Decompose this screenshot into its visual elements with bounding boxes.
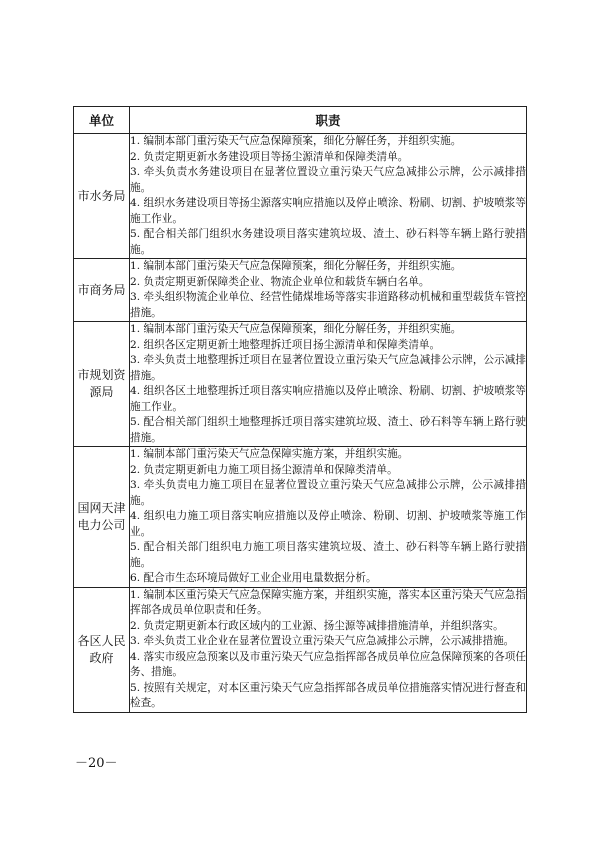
table-header-row: [74, 107, 527, 134]
header-unit: 单位: [74, 107, 130, 134]
duty-item: 3. 牵头组织物流企业单位、经营性储煤堆场等落实非道路移动机械和重型载货车管控措施。: [130, 291, 526, 319]
duty-item: 2. 组织各区定期更新土地整理拆迁项目扬尘源清单和保障类清单。: [130, 338, 441, 351]
duty-item: 2. 负责定期更新本行政区域内的工业源、扬尘源等减排措施清单，并组织落实。: [130, 619, 504, 632]
duty-table: [73, 106, 527, 713]
duty-item: 3. 牵头负责水务建设项目在显著位置设立重污染天气应急减排公示牌，公示减排措施。: [130, 166, 526, 194]
duty-item: 5. 配合相关部门组织水务建设项目落实建筑垃圾、渣土、砂石料等车辆上路行驶措施。: [130, 228, 526, 256]
duty-list: [130, 322, 527, 447]
table-row: [74, 447, 527, 588]
duty-item: 4. 落实市级应急预案以及市重污染天气应急指挥部各成员单位应急保障预案的各项任务、措施。: [130, 650, 526, 678]
duty-item: 1. 编制本部门重污染天气应急保障预案，细化分解任务，并组织实施。: [130, 260, 462, 272]
duty-list: [130, 259, 527, 322]
duty-item: 2. 负责定期更新电力施工项目扬尘源清单和保障类清单。: [130, 463, 398, 476]
duty-item: 1. 编制本部门重污染天气应急保障预案，细化分解任务，并组织实施。: [130, 323, 462, 335]
duty-item: 6. 配合市生态环境局做好工业企业用电量数据分析。: [130, 572, 377, 584]
page-number: －20－: [75, 756, 118, 771]
duty-item: 5. 配合相关部门组织电力施工项目落实建筑垃圾、渣土、砂石料等车辆上路行驶措施。: [130, 541, 526, 569]
duty-item: 3. 牵头负责土地整理拆迁项目在显著位置设立重污染天气应急减排公示牌，公示减排措施。: [130, 354, 526, 382]
duty-item: 2. 负责定期更新保障类企业、物流企业单位和载货车辆白名单。: [130, 275, 430, 288]
unit-name: 国网天津电力公司: [74, 447, 130, 588]
unit-name: 各区人民政府: [74, 587, 130, 712]
duty-item: 1. 编制本部门重污染天气应急保障预案，细化分解任务，并组织实施。: [130, 135, 462, 147]
duty-item: 4. 组织水务建设项目等扬尘源落实响应措施以及停止喷涂、粉刷、切割、护坡喷浆等施工作业。: [130, 197, 526, 225]
duty-item: 5. 配合相关部门组织土地整理拆迁项目落实建筑垃圾、渣土、砂石料等车辆上路行驶措施。: [130, 416, 526, 444]
unit-name: 市水务局: [74, 134, 130, 259]
duty-item: 4. 组织各区土地整理拆迁项目落实响应措施以及停止喷涂、粉刷、切割、护坡喷浆等施工作业。: [130, 385, 526, 413]
duty-item: 4. 组织电力施工项目落实响应措施以及停止喷涂、粉刷、切割、护坡喷浆等施工作业。: [130, 510, 526, 538]
duty-item: 5. 按照有关规定，对本区重污染天气应急指挥部各成员单位措施落实情况进行督查和检查。: [130, 681, 526, 709]
duty-item: 2. 负责定期更新水务建设项目等扬尘源清单和保障类清单。: [130, 150, 409, 163]
duty-list: [130, 587, 527, 712]
header-duty: 职责: [130, 107, 527, 134]
table-row: [74, 587, 527, 712]
duty-list: [130, 134, 527, 259]
unit-name: 市商务局: [74, 259, 130, 322]
duty-item: 3. 牵头负责工业企业在显著位置设立重污染天气应急减排公示牌，公示减排措施。: [130, 635, 515, 647]
duty-item: 1. 编制本区重污染天气应急保障实施方案，并组织实施，落实本区重污染天气应急指挥部各成员单位职责和任务。: [130, 588, 526, 616]
table-row: [74, 322, 527, 447]
unit-name: 市规划资源局: [74, 322, 130, 447]
table-row: [74, 134, 527, 259]
table-row: [74, 259, 527, 322]
duty-item: 1. 编制本部门重污染天气应急保障实施方案，并组织实施。: [130, 448, 409, 460]
duty-item: 3. 牵头负责电力施工项目在显著位置设立重污染天气应急减排公示牌，公示减排措施。: [130, 479, 526, 507]
duty-list: [130, 447, 527, 588]
